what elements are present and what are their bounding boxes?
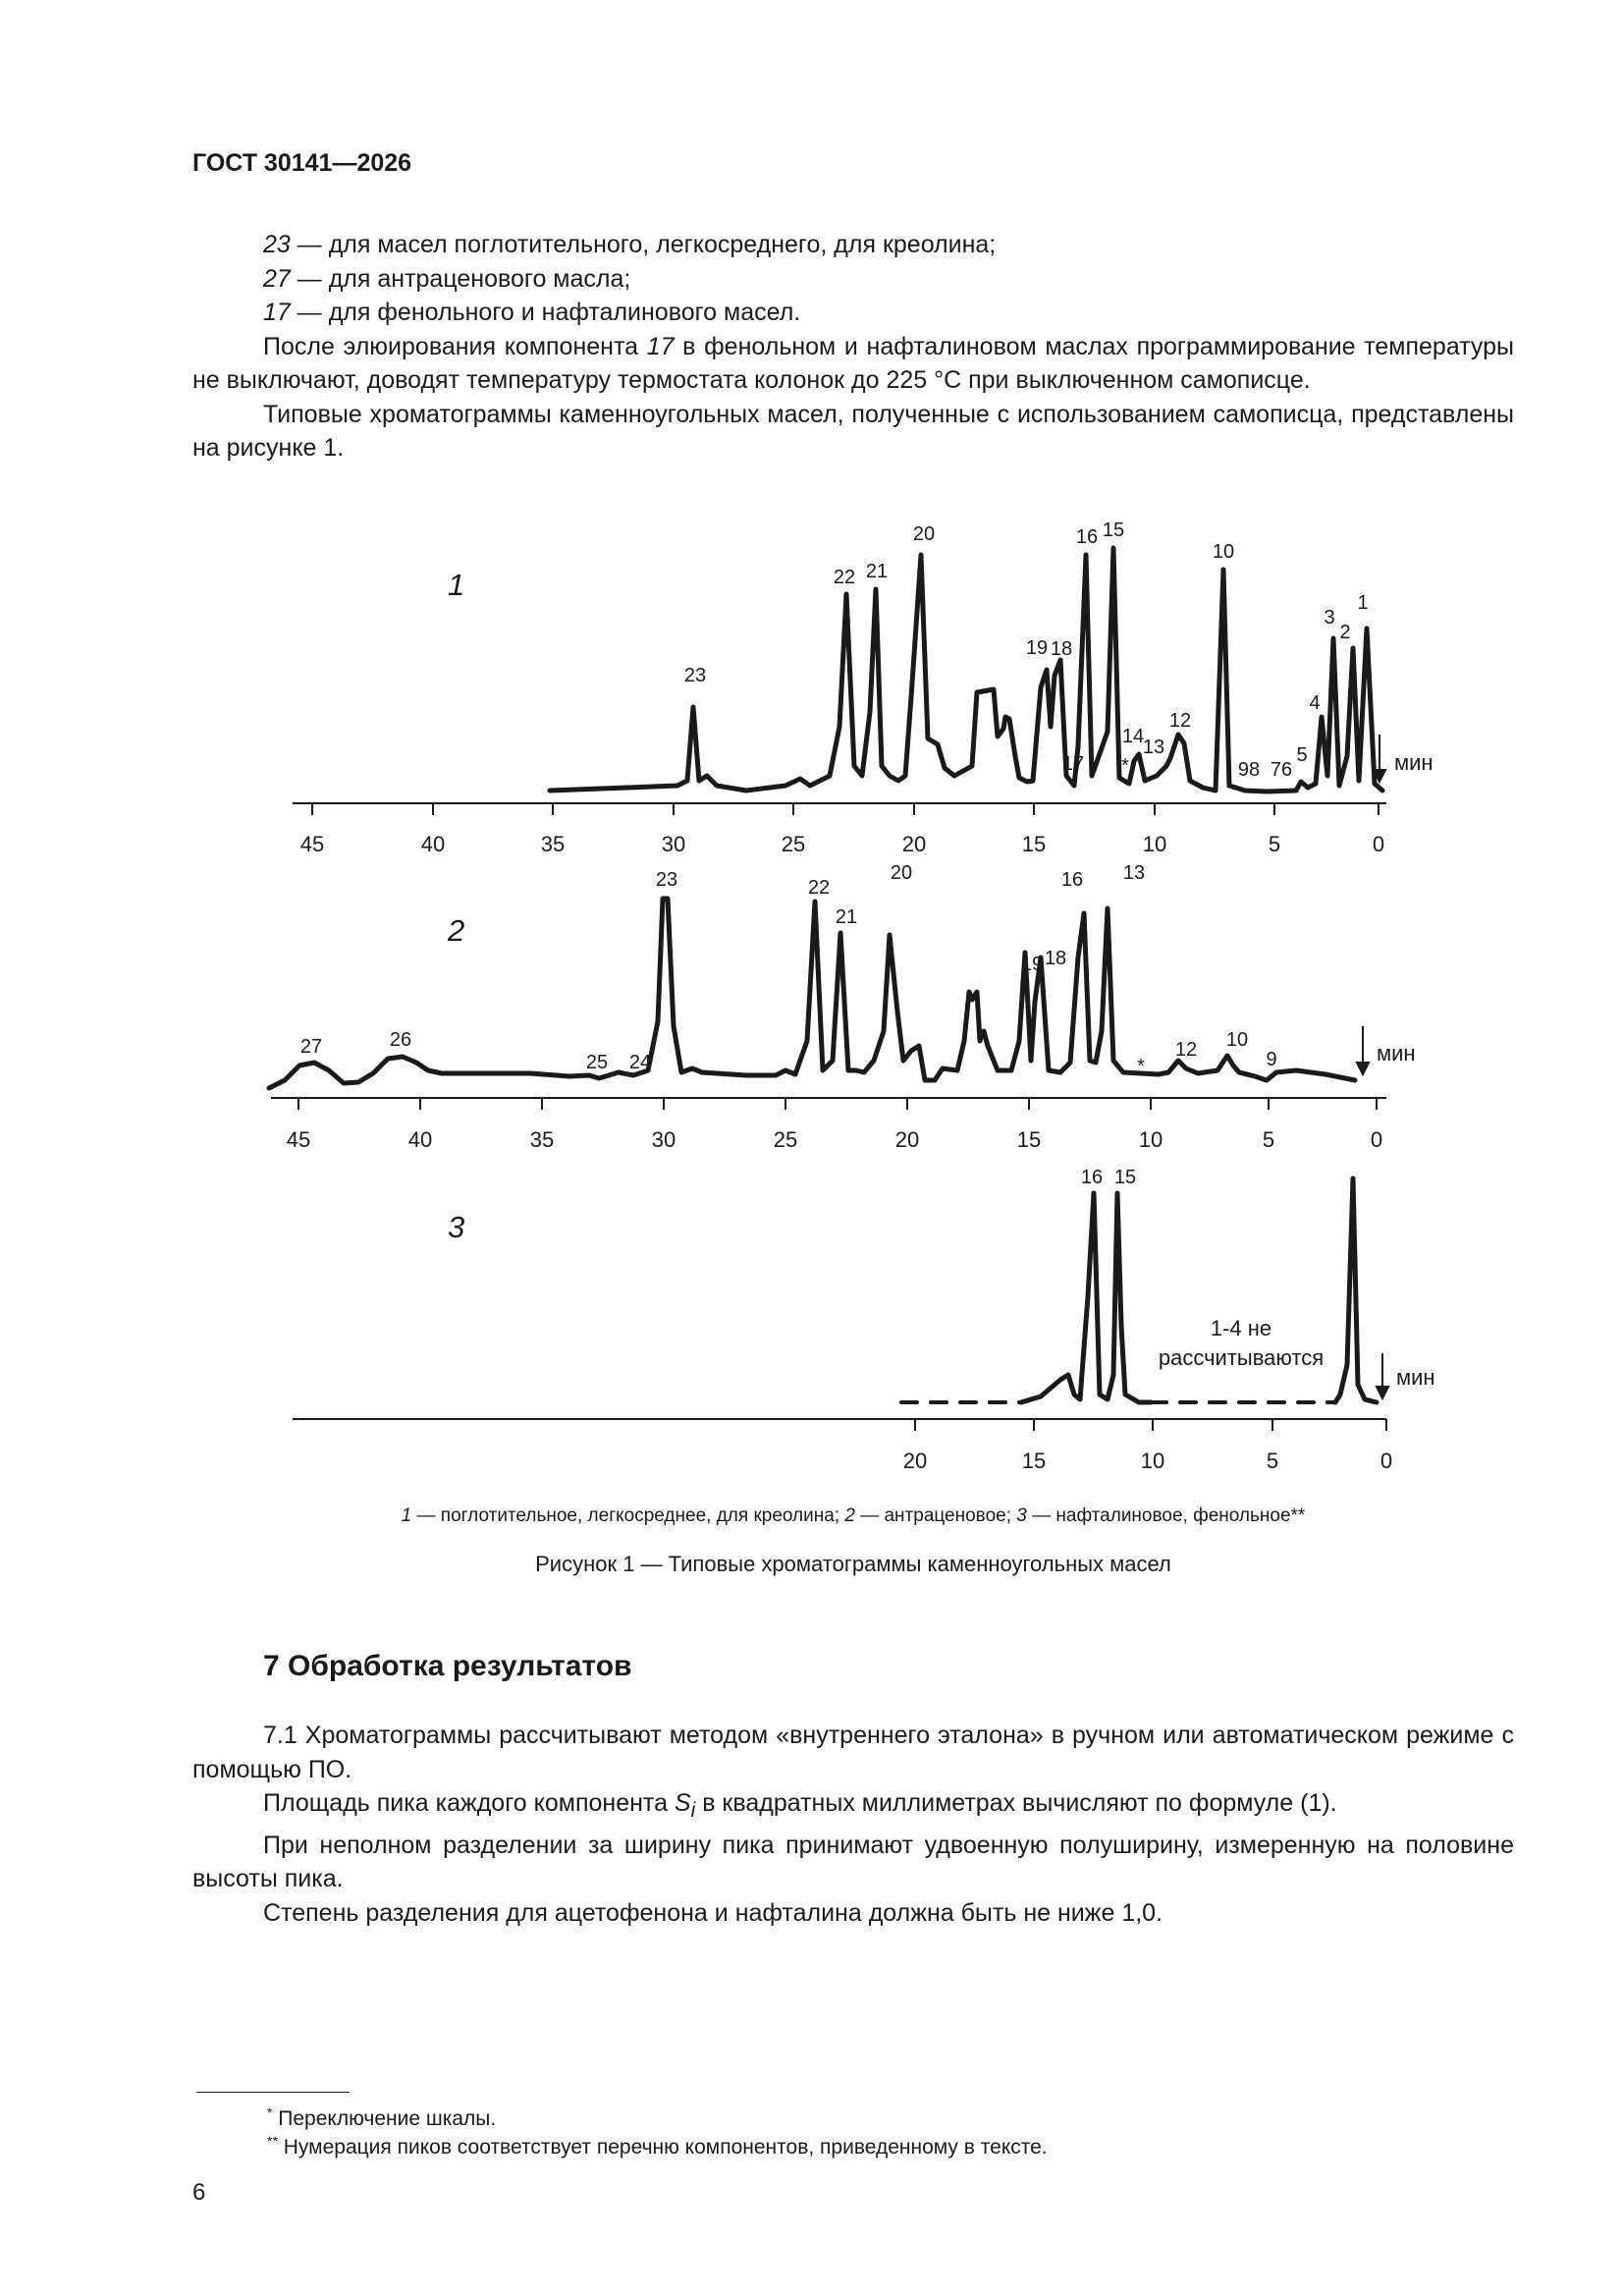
chart3-peak-label: 15: [1113, 1167, 1137, 1188]
footnote-separator: [196, 2092, 350, 2093]
figure-caption: Рисунок 1 — Типовые хроматограммы каменноугольных масел: [535, 1552, 1171, 1576]
chart1-tick-label: 45: [299, 832, 325, 856]
chart1-tick-label: 5: [1268, 832, 1281, 856]
chart1-peak-label: 10: [1212, 541, 1235, 563]
chart1-tick-label: 25: [781, 832, 806, 856]
paragraph-peak-width: При неполном разделении за ширину пика принимают удвоенную полуширину, измеренную на половине высоты пика.: [192, 1831, 1514, 1892]
chart2-peak-label: 20: [890, 862, 913, 884]
figure-legend: 1 — поглотительное, легкосреднее, для креолина; 2 — антраценовое; 3 — нафталиновое, фенольное**: [401, 1505, 1306, 1526]
chart3-peak-label: 16: [1080, 1167, 1104, 1188]
chart2-tick-label: 20: [894, 1127, 920, 1152]
chart3-number: 3: [448, 1210, 465, 1244]
chart1-unit: мин: [1394, 750, 1434, 775]
chart1-tick-label: 30: [661, 832, 686, 856]
chart2-unit: мин: [1377, 1041, 1416, 1066]
chart1-peak-label: 22: [833, 567, 856, 588]
chart1-peak-label: 20: [912, 523, 936, 545]
chart3-tick-label: 10: [1140, 1449, 1165, 1473]
paragraph-typical: Типовые хроматограммы каменноугольных масел, полученные с использованием самописца, представлены на рисунке 1.: [192, 400, 1514, 462]
page-number: 6: [192, 2179, 206, 2206]
chart2-peak-label: 27: [299, 1036, 323, 1058]
chart2-star: *: [1137, 1056, 1145, 1077]
chart1-peak-label: 16: [1075, 526, 1099, 548]
chart1-number: 1: [448, 568, 465, 602]
footnote-1: * Переключение шкалы.: [267, 2105, 497, 2130]
chart2-tick-label: 0: [1370, 1127, 1383, 1152]
chart1-tick-label: 0: [1372, 832, 1385, 856]
chart2-peak-label: 25: [585, 1052, 609, 1073]
footnote-2: ** Нумерация пиков соответствует перечню компонентов, приведенному в тексте.: [267, 2133, 1048, 2159]
chart1-peak-label: 17: [1061, 753, 1085, 775]
chart2-peak-label: 21: [835, 906, 858, 928]
chart3-note-line2: рассчитываются: [1158, 1345, 1325, 1370]
chart1-star: *: [1121, 755, 1129, 777]
chart1-tick-label: 40: [420, 832, 446, 856]
list-item-23: 23 — для масел поглотительного, легкосреднего, для креолина;: [263, 231, 997, 258]
chart1-peak-label: 5: [1296, 744, 1308, 766]
document-header: ГОСТ 30141—2026: [192, 149, 412, 177]
chart2-peak-label: 26: [389, 1029, 412, 1051]
chart3-tick-label: 15: [1021, 1449, 1047, 1473]
chart1-trace: [550, 548, 1382, 792]
chart1-peak-label: 3: [1324, 607, 1335, 629]
chart3-tick-label: 5: [1266, 1449, 1279, 1473]
chart2-peak-label: 13: [1122, 862, 1146, 884]
chart1-peak-label: 98: [1237, 759, 1261, 781]
chart2-peak-label: 18: [1044, 948, 1067, 969]
chart1-peak-label: 4: [1309, 692, 1321, 714]
chart3-trace: [1021, 1193, 1151, 1402]
chart2-tick-label: 45: [286, 1127, 311, 1152]
chart3-trace-end: [1335, 1178, 1377, 1402]
chart1-tick-label: 20: [901, 832, 927, 856]
section-title: 7 Обработка результатов: [263, 1650, 632, 1682]
chart2-peak-label: 9: [1266, 1049, 1277, 1070]
list-item-17: 17 — для фенольного и нафталинового масел.: [263, 299, 801, 326]
chart2-tick-label: 30: [651, 1127, 676, 1152]
chart2-peak-label: 22: [807, 877, 831, 899]
chart3-tick-label: 20: [902, 1449, 928, 1473]
chart1-peak-label: 15: [1102, 519, 1125, 541]
chart2-peak-label: 12: [1174, 1039, 1198, 1061]
chart2-tick-label: 5: [1262, 1127, 1275, 1152]
chart3-unit: мин: [1396, 1365, 1435, 1390]
chart2-number: 2: [448, 913, 465, 948]
chart1-peak-label: 2: [1339, 622, 1351, 643]
chart2-tick-label: 25: [773, 1127, 798, 1152]
chart1-peak-label: 18: [1050, 638, 1073, 660]
chart1-peak-label: 12: [1168, 710, 1192, 732]
chart2-tick-label: 35: [529, 1127, 555, 1152]
chart1-peak-label: 19: [1025, 637, 1049, 659]
chart2-tick-label: 10: [1138, 1127, 1163, 1152]
paragraph-resolution: Степень разделения для ацетофенона и нафталина должна быть не ниже 1,0.: [263, 1898, 1163, 1927]
section-body: [192, 1719, 1514, 1930]
chart1-peak-label: 14: [1121, 726, 1145, 747]
chart1-tick-label: 35: [540, 832, 566, 856]
chart1-peak-label: 1: [1357, 592, 1369, 614]
chart2-tick-label: 40: [407, 1127, 433, 1152]
chart2-peak-label: 24: [628, 1052, 652, 1073]
chart1-peak-label: 13: [1142, 737, 1165, 758]
chart3-note-line1: 1-4 не: [1210, 1316, 1272, 1340]
chart2-peak-label: 10: [1225, 1029, 1249, 1051]
paragraph-elution: После элюирования компонента 17 в фенольном и нафталиновом маслах программирование температуры не выключают, доводят температуру термостата колонок до 225 °С при выключенном самописце.: [192, 332, 1515, 394]
chart2-peak-label: 23: [655, 869, 678, 891]
chart2-peak-label: 19: [1020, 954, 1044, 975]
chart1-peak-label: 23: [683, 665, 707, 686]
paragraph-7-1: 7.1 Хроматограммы рассчитывают методом «внутреннего эталона» в ручном или автоматическом режиме с помощью ПО.: [192, 1722, 1514, 1783]
paragraph-peak-area: Площадь пика каждого компонента $S_i$ в квадратных миллиметрах вычисляют по формуле (1).: [263, 1789, 1337, 1822]
chart1-tick-label: 10: [1142, 832, 1167, 856]
chart2-tick-label: 15: [1016, 1127, 1042, 1152]
list-item-27: 27 — для антраценового масла;: [263, 264, 631, 293]
chart3-tick-label: 0: [1380, 1449, 1393, 1473]
chart1-peak-label: 21: [865, 561, 889, 582]
chart1-tick-label: 15: [1021, 832, 1047, 856]
chart1-peak-label: 76: [1270, 759, 1293, 781]
chart2-peak-label: 16: [1060, 869, 1084, 891]
